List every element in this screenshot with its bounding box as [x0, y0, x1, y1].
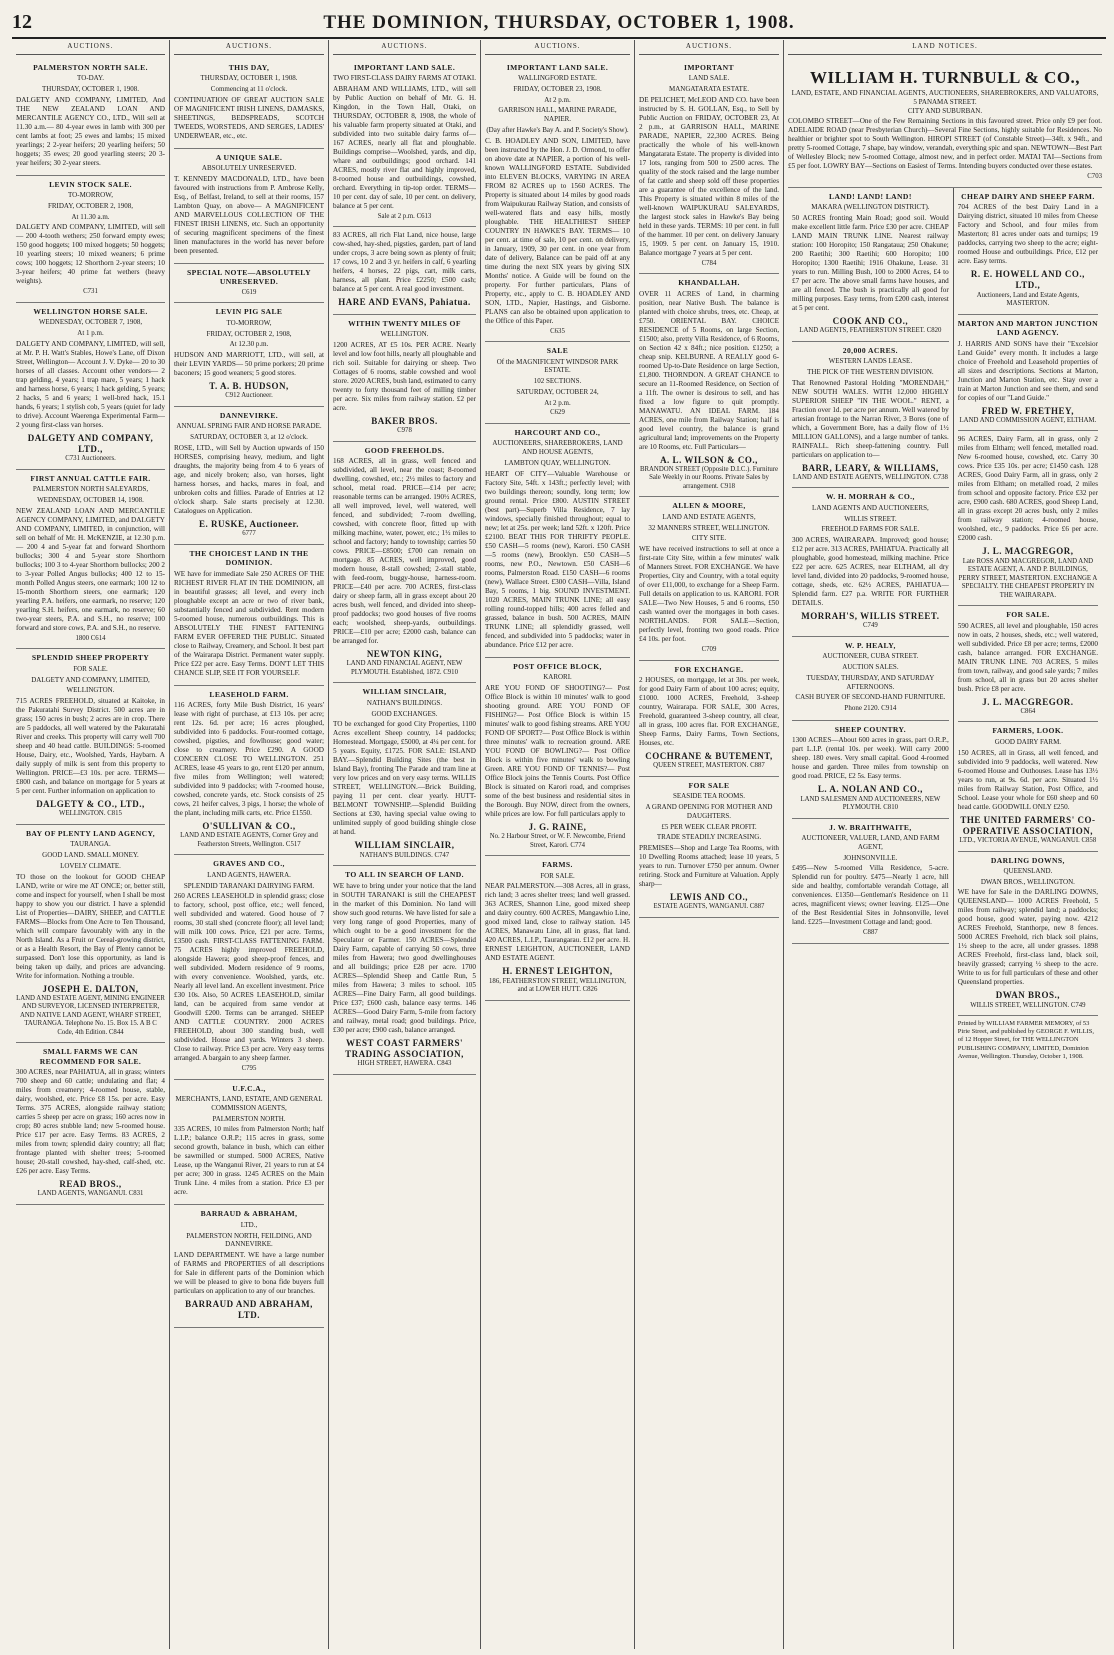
turnbull-body: COLOMBO STREET—One of the Few Remaining Sections in this favoured street. Price only £9 per foot. ADELAIDE ROAD (near Presbyterian Church)—Several Fine Sections, highly suitable for Residences. No healthier or brighter spot to South Wellington. HIROPI STREET (of Constable Street)—34ft. x 94ft., and pretty 5-roomed Cottage, 7 shape, bay window, verandah, everything spic and span. NEWTOWN—Best Part of Wellesley Block; new 5-roomed Cottage, almost new, and in perfect order. MATAI TAI—Sections from £5 per foot. LOWRY BAY—Sections on Easiest of Terms. Intending buyers conducted over these estates. [788, 117, 1102, 171]
ad-agent-name: E. RUSKE, Auctioneer. [199, 518, 299, 529]
ad-subline: ANNUAL SPRING FAIR AND HORSE PARADE. [176, 422, 322, 431]
ad-body: DALGETY AND COMPANY, LIMITED, will sell, at Mr. P. H. Watt's Stables, Howe's Lane, off Dixon Street, Wellington— Account J. V. Dyke— 20 to 30 horses of all classes. Account other vendors— 2 trap gelding, 4 years; 1 trap mare, 5 years; 1 hack and harness horse, 6 years; 1 hack gelding, 5 years; 2 hacks, 5 and 6 years; 1 well-bred hack, 15.1 hands, 6 years; 1 stylish cob, 5 years (quiet for lady to drive). Account Waerenga Experimental Farm— 2 young first-class van horses. [16, 339, 165, 429]
ad-body: 260 ACRES LEASEHOLD in splendid grass; close to factory, school, post office, etc.; well fenced, well subdivided and watered. Good house of 7 rooms, 30 stall shed (concrete floor); all level land; will milk 100 cows. Price, £21 per acre. Terms, £3500 cash. FIRST-CLASS FATTENING FARM. 75 ACRES highly improved FREEHOLD, alongside Hawera; good sheep-proof fences, and well subdivided. Modern residence of 9 rooms, with every convenience. Woolshed, yards, etc. Nearly all level land. An excellent investment. Price £30 10s. Also, 50 ACRES LEASEHOLD, similar land, can be acquired from same vendor at Goodwill £200. Terms can be arranged. SHEEP AND CATTLE COUNTRY. 2000 ACRES FREEHOLD, about 300 standing bush, well subdivided. House and yards. Winters 3 sheep. Close to railway. Price £3 per acre. Very easy terms arranged. A bargain to any sheep farmer. [174, 892, 324, 1063]
ad-body: 168 ACRES, all in grass, well fenced and subdivided, all level, near the coast; 8-roomed dwelling, cowshed, etc.; 2½ miles to factory and school, metal road. PRICE—£14 per acre; reasonable terms can be arranged. 190½ ACRES, all well improved, level, well watered, well fenced, and subdivided; 7-room dwelling, cowshed, with concrete floor, fitted up with milking machine, water, power, etc.; 1½ miles to school and factory; handy to township; carries 50 cows. PRICE—£8500; £700 can remain on mortgage. 85 ACRES, well improved, good modern house, 8-stall cowshed; 2-stall stable, with feed-room, buggy-house, harness-room. PRICE—£40 per acre. 700 ACRES, first-class dairy or sheep farm, all in grass except about 20 acres bush, well fenced, and divided into sheep-proof paddocks; two good houses of five rooms each; woolshed, sheep-yards, outbuildings. PRICE—£10 per acre; £2000 cash, balance can be arranged for. [333, 457, 476, 646]
ad-subline: AUCTIONEERS, SHAREBROKERS, LAND AND HOUSE AGENTS, [492, 439, 623, 457]
page-number: 12 [12, 11, 32, 33]
ad-body: WE have received instructions to sell at once a first-rate City Site, within a few minutes' walk of Manners Street. FOR EXCHANGE. We have Properties, City and Country, with a total equity of over £11,000, to exchange for a Sheep Farm. Full details on application to us. KARORI. FOR SALE—Two New Houses, 5 and 6 rooms, £50 cash wanted over the mortgages in both cases. NORTHLANDS. FOR SALE—Section, perfectly level, fronting two good roads. Price £4 10s. per foot. [639, 545, 779, 644]
ad-agent-details: C731 Auctioneers. [65, 455, 116, 463]
ad-block [333, 442, 476, 684]
ad-block [485, 424, 630, 658]
ad-block [333, 866, 476, 1074]
ad-list [639, 59, 779, 918]
ad-subline: FRIDAY, OCTOBER 2, 1908, [206, 329, 292, 338]
ad-title: PALMERSTON NORTH SALE. [33, 62, 148, 72]
ad-subline: 102 SECTIONS. [533, 377, 582, 386]
land-subcolumns [788, 188, 1102, 1649]
ad-agent-name: READ BROS., [59, 1179, 122, 1190]
ad-subline: WEDNESDAY, OCTOBER 14, 1908. [37, 496, 144, 505]
ad-agent-details: C978 [397, 427, 412, 435]
ad-block [333, 315, 476, 442]
ad-block [792, 342, 949, 489]
column-6 [788, 188, 954, 1649]
ad-block [174, 686, 324, 856]
ad-agent-name: R. E. HOWELL AND CO., LTD., [970, 269, 1085, 291]
ad-subline: SEASIDE TEA ROOMS. [672, 792, 746, 801]
ad-title: WITHIN TWENTY MILES OF [348, 318, 461, 328]
column-1 [12, 40, 170, 1649]
ad-title: 20,000 ACRES. [842, 345, 898, 355]
ad-title: THE CHOICEST LAND IN THE DOMINION. [189, 548, 309, 568]
ad-agent-details: C864 [1020, 707, 1036, 715]
ad-subline: DWAN BROS., WELLINGTON. [980, 877, 1075, 886]
ad-agent-name: FRED W. FRETHEY, [981, 405, 1074, 416]
ad-title: FIRST ANNUAL CATTLE FAIR. [30, 473, 151, 483]
column-3 [329, 40, 481, 1649]
ad-title: HARCOURT AND CO., [514, 427, 601, 437]
ad-agent-name: BARRAUD AND ABRAHAM, LTD. [185, 1299, 313, 1321]
ad-subline: Phone 2120. C914 [844, 704, 897, 713]
ad-block [958, 315, 1098, 432]
ad-block [333, 683, 476, 866]
ad-title: U.F.C.A., [232, 1083, 266, 1093]
ad-body: 116 ACRES, forty Mile Bush District, 16 years' lease with right of purchase, at £13 10s. per acre; rent 12s. 6d. per acre; 16 acres ploughed, subdivided into 6 paddocks. Four-roomed cottage, cowshed, pigsties, and fowlhouse; good water; close to creamery. Price £290. A GOOD CONCERN CLOSE TO WELLINGTON. 251 ACRES, lease 45 years to go, rent £120 per annum, five miles from Wellington; well watered; subdivided into 9 paddocks; with 7-roomed house, cowshed, concrete yards, etc. Stock consists of 25 cows, 21 heifer calves, 3 pigs, 1 horse; the whole of the plant, including milk carts, etc. Price £1550. [174, 701, 324, 818]
ad-subline: MAKARA (WELLINGTON DISTRICT). [811, 203, 930, 212]
ad-block [792, 188, 949, 342]
ad-subline: LAND AND ESTATE AGENTS, [662, 512, 756, 521]
ad-subline: (Day after Hawke's Bay A. and P. Society's Show). [486, 125, 629, 134]
ad-block [174, 1080, 324, 1206]
ad-body: HEART OF CITY—Valuable Warehouse or Factory Site, 54ft. x 143ft.; perfectly level; with two buildings thereon; soundly, long term; low ground rental. Price £800. AUSTIN STREET (best part)—Superb Villa Residence, 7 lay windows, specially finished throughout; equal to new; let at 25s. per week; land 52ft. x 120ft. Price £2100. BEAT THIS FOR THRIFTY PEOPLE. £50 CASH—5 rooms (new), Karori. £50 CASH—5 rooms (new), Brooklyn. £50 CASH—5 rooms, new P.O., Newtown. £50 CASH—6 rooms, Palmerston Road. £150 CASH—6 rooms (new), Wallace Street. £300 CASH—Villa, Island Bay, 5 rooms, 1 big. SOUND INVESTMENT. 1020 ACRES, MAIN TRUNK LINE; all easy rolling round-topped hills; 400 acres felled and grassed, balance in bush. 500 ACRES, MAIN TRUNK LINE; all splendidly grassed, well fenced, and subdivided into 5 paddocks; water in abundance. Price £12 per acre. [485, 469, 630, 649]
turnbull-ad [788, 59, 1102, 188]
ad-list [792, 188, 949, 944]
ad-subline: MERCHANTS, LAND, ESTATE, AND GENERAL COMMISSION AGENTS, [175, 1095, 323, 1112]
ad-subline: Of the MAGNIFICENT WINDSOR PARK ESTATE. [496, 357, 619, 375]
ad-subline: SATURDAY, OCTOBER 24, [516, 387, 599, 396]
ad-list [958, 188, 1098, 1016]
ad-agent-details: Auctioneers, Land and Estate Agents, MASTERTON. [976, 291, 1080, 308]
ad-title: FOR SALE. [1006, 610, 1050, 620]
ad-agent-name: A. L. WILSON & CO., [660, 454, 758, 465]
ad-agent-details: C731 [83, 288, 98, 296]
ad-subline: £5 PER WEEK CLEAR PROFIT. [661, 822, 757, 831]
ad-body: WE have for Sale in the DARLING DOWNS, QUEENSLAND— 1000 ACRES Freehold, 5 miles from railway; splendid land; a paddocks; good house, good water, paying now. 4212 ACRES Freehold, Stanthorpe, new 8 fences. 5000 ACRES Freehold, rich black soil plains, 1½ sheep to the acre, all under grasses. 1898 ACRES Freehold, first-class land, black soil, heavily grassed; carrying ½ sheep to the acre. Write to us for full particulars of these and other Queensland properties. [957, 888, 1098, 987]
ad-subline: TO-MORROW, [68, 191, 113, 200]
ad-body: CONTINUATION OF GREAT AUCTION SALE OF MAGNIFICENT IRISH LINENS, DAMASKS, SHEETINGS, BEDSPREADS, SCOTCH TWEEDS, WORSTEDS, AND SERGES, LADIES' UNDERWEAR, etc., etc. [174, 95, 324, 140]
ad-subline: LTD., [240, 1220, 258, 1229]
ad-body: DE PELICHET, McLEOD AND CO. have been instructed by S. H. GOLLAN, Esq., to Sell by Public Auction on FRIDAY, OCTOBER 23, At 2 p.m., at GARRISON HALL, MARINE PARADE, NAPIER, 22,300 ACRES. Being practically the whole of his well-known Mangatarata Estate. The property is divided into 17 lots, ranging from 500 to 2500 acres. The quality of the stock raised and the large number of fat cattle and sheep sold off these properties are a guarantee of the excellence of the land. This Property is situated within 8 miles of the well-known WAIPUKURAU SALEYARDS, the largest stock sales in Hawke's Bay being held in these yards. TERMS: 10 per cent. in full of the hammer. 10 per cent. on delivery January 15, 1909. 5 per cent. on January 15, 1910. Balance mortgage 7 years at 5 per cent. [639, 95, 779, 257]
ad-body: DALGETY AND COMPANY, LIMITED, will sell— 200 4-tooth wethers; 250 forward empty ewes; 150 good hoggets; 100 mixed hoggets; 50 hoggets; 10 yearling steers; 10 mixed weaners; 6 prime cows; 100 hoggets; 12 Shorthorn 2-year steers; 10 3-year heifers; 40 prime fat wethers (heavy weights). [16, 223, 165, 286]
ad-agent-name: HARE AND EVANS, Pahiatua. [338, 297, 471, 308]
ad-agent-details: LAND AND FINANCIAL AGENT, NEW PLYMOUTH. Established, 1872. C910 [346, 660, 463, 676]
ad-block [958, 431, 1098, 606]
ad-subline: THE PICK OF THE WESTERN DIVISION. [807, 367, 934, 376]
ad-subline: GARRISON HALL, MARINE PARADE, NAPIER. [498, 106, 617, 124]
ad-title: KHANDALLAH. [678, 278, 740, 288]
ad-body: 704 ACRES of the best Dairy Land in a Dairying district, situated 10 miles from Cheese Factory and School, and four miles from Masterton; 81 acres under oats and turnips; 19 paddocks, carrying two sheep to the acre; eight-roomed House and outbuildings. Price, £12 per acre. Easy terms. [957, 203, 1098, 266]
ad-agent-name: O'SULLIVAN & CO., [202, 821, 296, 832]
ad-title: POST OFFICE BLOCK, [513, 661, 602, 671]
ad-block [958, 606, 1098, 722]
ad-block [333, 227, 476, 314]
ad-body: TO those on the lookout for GOOD CHEAP LAND, write or wire me AT ONCE; or, better still, come and inspect for yourself, when I shall be most happy to show you our district. I have a splendid List of Properties—DAIRY, SHEEP, and CATTLE FARMS—Blocks from One Acre to Ten Thousand, which will compare favourably with any in the North Island. As a Fruit or Cereal-growing district, or as a Health Resort, the Bay of Plenty cannot be surpassed. Don't lose this opportunity, as land is being taken up daily, and prices are advancing. Write for information. Nothing a trouble. [16, 872, 165, 980]
ad-body: 1200 ACRES, AT £5 10s. PER ACRE. Nearly level and low foot hills, nearly all ploughable and rich soil. Suitable for dairying or sheep. Two Cottages of 6 rooms, stable cowshed and wool store. 2020 ACRES, bush land, estimated to carry twenty to forty thousand feet of milling timber per acre. Six miles from railway station. £2 per acre. [333, 340, 476, 412]
ad-subline: WEDNESDAY, OCTOBER 7, 1908, [38, 318, 143, 327]
ad-agent-name: L. A. NOLAN AND CO., [817, 784, 923, 795]
ad-agent-name: T. A. B. HUDSON, [209, 381, 289, 392]
ad-agent-details: LAND AND COMMISSION AGENT, ELTHAM. [959, 416, 1097, 424]
ad-block [639, 59, 779, 274]
ad-body: WE have for immediate Sale 250 ACRES OF THE RICHEST RIVER FLAT IN THE DOMINION, all in beautiful grasses; all level, and every inch ploughable except an acre or two of river bank, substantially fenced and subdivided. Rent modern 5-roomed house, numerous outbuildings. This is ABSOLUTELY THE FINEST FATTENING FARM EVER OFFERED THE PUBLIC. Situated close to Railway, Creamery, and School. It best part of the Wairarapa District. Permanent water supply. Price £22 per acre. Easy Terms. DON'T LET THIS CHANCE SLIP, SEE IT FOR YOURSELF. [174, 569, 324, 677]
ad-agent-details: LAND AND ESTATE AGENTS, Corner Grey and Featherston Streets, Wellington. C517 [180, 832, 318, 848]
ad-list [485, 59, 630, 1001]
ad-block [174, 59, 324, 149]
ad-list [16, 59, 165, 1205]
ad-agent-name: COCHRANE & BUTEMENT, [645, 751, 773, 762]
turnbull-code: C703 [1087, 173, 1102, 181]
ad-agent-name: DALGETY AND COMPANY, LTD., [27, 432, 154, 455]
ad-subline: LAND AGENTS, HAWERA. [207, 870, 291, 879]
ad-agent-details: LTD., VICTORIA AVENUE, WANGANUI. C858 [959, 837, 1097, 845]
ad-title: FARMS. [542, 860, 573, 870]
ad-title: BARRAUD & ABRAHAM, [200, 1209, 298, 1219]
ad-subline: TO-DAY. [77, 74, 104, 83]
ad-body: J. HARRIS AND SONS have their "Excelsior Land Guide" every month. It includes a large choice of Freehold and Leasehold properties of all sizes and descriptions. Sections at Marton, Junction and Marton Station, etc. Stay over a train at Marton Junction and see them, and send for copies of our "Land Guide." [957, 339, 1098, 402]
ad-title: LEVIN PIG SALE [215, 307, 283, 317]
ad-agent-details: Sale at 2 p.m. C613 [377, 212, 432, 220]
ad-subline: THURSDAY, OCTOBER 1, 1908. [200, 74, 298, 83]
imprint: Printed by WILLIAM FARMER MEMORY, of 53 Pirie Street, and published by GEORGE F. WILLIS, of 12 Hopper Street, for THE WELLINGTON PUBLISHING COMPANY, LIMITED, Dominion Avenue, Wellington. Thursday, October 1, 1908. [957, 1020, 1094, 1060]
ad-agent-details: BRANDON STREET (Opposite D.I.C.). Furniture Sale Weekly in our Rooms. Private Sales by arrangement. C918 [639, 465, 779, 490]
ad-subline: QUEENSLAND. [1003, 866, 1053, 875]
ad-block [958, 722, 1098, 851]
ad-body: LAND DEPARTMENT. WE have a large number of FARMS and PROPERTIES of all descriptions for Sale in different parts of the Dominion which we will be pleased to give to bona fide buyers full particulars on application to any of our branches. [174, 1251, 324, 1296]
ad-subline: WESTERN LANDS LEASE. [828, 357, 913, 366]
ad-agent-name: COOK AND CO., [832, 315, 909, 326]
ad-subline: FRIDAY, OCTOBER 23, 1908. [513, 84, 602, 93]
column-7 [954, 188, 1102, 1649]
column-4 [481, 40, 635, 1649]
ad-subline: MANGATARATA ESTATE. [669, 84, 749, 93]
turnbull-name: WILLIAM H. TURNBULL & CO., [809, 67, 1081, 87]
ad-body: TO be exchanged for good City Properties, 1100 Acres excellent Sheep country, 14 paddocks; Homestead. Mortgage, £5000, at 4¼ per cent. for 5 years. Equity, £1725. FOR SALE: ISLAND BAY.—Splendid Building Sites (the best in Island Bay), fronting The Parade and tram line at very low prices and on very easy terms. WILLIS STREET, WELLINGTON.—Brick Building, paying 11 per cent. clear yearly. HUTT-BELMONT TOWNSHIP.—Splendid Building Sections at £30, having special value owing to unlimited supply of good building shingle close at hand. [333, 720, 476, 837]
ad-block [16, 59, 165, 176]
ad-subline: At 2 p.m. [544, 95, 571, 104]
ad-title: A UNIQUE SALE. [215, 152, 283, 162]
ad-subline: AUCTIONEER, CUBA STREET. [822, 652, 919, 661]
newspaper-title: THE DOMINION, THURSDAY, OCTOBER 1, 1908. [323, 12, 795, 33]
ad-subline: TO-MORROW, [226, 318, 272, 327]
ad-title: IMPORTANT [683, 62, 735, 72]
ad-block [958, 188, 1098, 315]
ad-block [792, 819, 949, 944]
ad-agent-details: 6777 [242, 530, 256, 538]
ad-subline: FOR SALE. [73, 664, 108, 673]
ad-block [792, 488, 949, 636]
ad-agent-name: BAKER BROS. [371, 415, 438, 426]
ad-body: ABRAHAM AND WILLIAMS, LTD., will sell by Public Auction on behalf of Mr. G. H. Kingdon, in the Town Hall, Otaki, on THURSDAY, OCTOBER 8, 1908, the whole of his valuable farm property situated at Otaki, and subdivided into two suitable dairy farms of— 167 ACRES, nearly all flat and ploughable. Buildings comprise—Woolshed, yards, and dip, whare and outbuildings; good orchard. 141 ACRES, mostly river flat and highly improved, 8-roomed house and outbuildings, cowshed, orchard. Everything in tip-top order. TERMS—10 per cent. day of sale, 10 per cent. on delivery, balance at 5 per cent. [333, 84, 476, 210]
ad-subline: TUESDAY, THURSDAY, AND SATURDAY AFTERNOONS. [806, 673, 935, 691]
ad-title: IMPORTANT LAND SALE. [353, 62, 456, 72]
ad-body: 50 ACRES fronting Main Road; good soil. Would make excellent little farm. Price £30 per acre. CHEAP LAND MAIN TRUNK LINE. Nearest railway station: 100 Horopito; 150 Rangataua; 250 Ohakune; 200 Raetihi; 300 Raetihi; 600 Horopito; 100 Horopito; 1300 Raetihi; 1916 Ohakune, Lease. 31 years to run. Milling Bush, 100 to 2000 Acres, £4 to £7 per acre. The above small farms have houses, and are all fenced. The bush is practically all good for milling purposes. Easy terms, from £200 cash, interest at 5 per cent. [792, 213, 949, 312]
ad-subline: 32 MANNERS STREET, WELLINGTON. [648, 523, 770, 532]
ad-title: DARLING DOWNS, [990, 855, 1065, 865]
ad-subline: AUCTIONEER, VALUER, LAND, AND FARM AGENT, [801, 834, 940, 851]
ad-subline: LAND AGENTS AND AUCTIONEERS, [812, 503, 929, 512]
ad-subline: PALMERSTON NORTH. [212, 1114, 286, 1123]
ad-agent-details: LAND AGENTS, WANGANUI. C831 [37, 1190, 144, 1198]
ad-agent-details: LAND AND ESTATE AGENT, MINING ENGINEER AND SURVEYOR, LICENSED INTERPRETER, AND NATIVE LAND AGENT, WHARF STREET, TAURANGA. Telephone No. 15. Box 15. A B C Code, 4th Edition. C844 [16, 994, 165, 1036]
ad-agent-details: C784 [701, 259, 717, 267]
ad-block [16, 470, 165, 649]
ad-block [16, 176, 165, 303]
ad-subline: PALMERSTON NORTH SALEYARDS, [32, 485, 149, 494]
ad-title: GOOD FREEHOLDS. [364, 445, 445, 455]
ad-subline: WILLIS STREET. [844, 514, 897, 523]
ad-title: SALE [546, 346, 569, 356]
turnbull-address: 5 PANAMA STREET. [913, 97, 977, 106]
ad-subline: WALLINGFORD ESTATE. [518, 74, 597, 83]
ad-block [792, 721, 949, 819]
ad-block [16, 1043, 165, 1205]
ad-agent-name: J. G. RAINE, [528, 821, 587, 832]
ad-agent-name: J. L. MACGREGOR. [982, 696, 1074, 707]
ad-subline: KARORI. [543, 673, 572, 682]
masthead [12, 0, 1106, 39]
ad-agent-details: Late ROSS AND MACGREGOR, LAND AND ESTATE AGENT, A. AND P. BUILDINGS, PERRY STREET, MASTERTON. EXCHANGE A SPECIALTY. THE CHEAPEST PROPERTY IN THE WAIRARAPA. [958, 557, 1098, 599]
ad-subline: FRIDAY, OCTOBER 2, 1908, [47, 201, 134, 210]
ad-title: DANNEVIRKE. [219, 410, 279, 420]
ad-agent-details: C887 [863, 929, 878, 937]
ad-title: ALLEN & MOORE, [672, 501, 746, 511]
ad-body: 335 ACRES, 10 miles from Palmerston North; half L.I.P.; balance O.R.P.; 115 acres in grass, some second growth, balance in bush, which can either be sawmilled or stumped. 5000 ACRES, Native Lease, up the Wanganui River, 21 years to run at £4 per acre; 300 in grass. 1245 ACRES on the Main Trunk Line. 4 miles from a station. Price £3 per acre. [174, 1125, 324, 1197]
ad-agent-details: C709 [701, 646, 717, 654]
ad-title: THIS DAY, [228, 62, 270, 72]
ad-agent-name: THE UNITED FARMERS' CO-OPERATIVE ASSOCIATION, [960, 814, 1096, 836]
ad-title: IMPORTANT LAND SALE. [506, 62, 609, 72]
ad-body: 715 ACRES FREEHOLD, situated at Kaitoke, in the Pakuratahi Survey District. 500 acres are in grass; 150 acres in bush; 2 acres are in crop. There are 5 paddocks, all well watered by the Pakuratahi River and creeks. This property will carry well 700 sheep and 40 head cattle. BUILDINGS: 5-roomed House, Dairy, etc., Woolshed, Yards, Haybarn. A daily supply of milk is sent from this property to Wellington. PRICE—£3 10s. per acre. TERMS—£800 cash, and balance on mortgage for 5 years at 5 per cent. Further information on application to [16, 697, 165, 796]
ad-subline: A GRAND OPENING FOR MOTHER AND DAUGHTERS. [645, 803, 773, 820]
ad-body: ARE YOU FOND OF SHOOTING?— Post Office Block is within 10 minutes' walk to good shooting ground. ARE YOU FOND OF FISHING?— Post Office Block is within 15 minutes' walk to good fishing streams. ARE YOU FOND OF SPORT?— Post Office Block is within three minutes' walk to recreation ground. ARE YOU FOND OF BOWLING?— Post Office Block is within five minutes' walk to bowling Green. ARE YOU FOND OF TENNIS?— Post Office Block joins the Tennis Courts. Post Office Block is situated on Karori road, and comprises some of the best business and residential sites in the Borough. Buy NOW, direct from the owners, while prices are low. For full particulars apply to [485, 683, 630, 818]
ad-title: LAND! LAND! LAND! [829, 191, 912, 201]
ad-block [16, 303, 165, 470]
ad-subline: TRADE STEADILY INCREASING. [656, 833, 762, 842]
ad-title: GRAVES AND CO., [213, 859, 285, 869]
ad-agent-name: LEWIS AND CO., [669, 892, 748, 903]
ad-block [174, 303, 324, 406]
ad-block [485, 856, 630, 1000]
ad-body: WE have to bring under your notice that the land in SOUTH TARANAKI is still the CHEAPEST in the market of this Dominion. No land will show such good returns. We have listed for sale a very long range of good Properties, many of which ought to be a good investment for the Speculator or Farmer. 150 ACRES—Splendid Dairy Farm, capable of carrying 50 cows, three miles from Hawera; two good dwellinghouses and all buildings; price £28 per acre. 1700 ACRES—Splendid Sheep and Cattle Run, 5 miles from Hawera; 3 miles to school. 105 ACRES—Fine Dairy Farm, all good buildings. Price £37; £600 cash, balance easy terms. 146 ACRES—Good Dairy Farm, 5-mile from factory and railway, metal road; good buildings. Price, £30 per acre; £900 cash, balance arranged. [333, 881, 476, 1034]
ad-subline: At 2 p.m. [544, 398, 571, 407]
ad-block [16, 649, 165, 824]
turnbull-sub: LAND, ESTATE, AND FINANCIAL AGENTS, AUCTIONEERS, SHAREBROKERS, AND VALUATORS, [791, 89, 1099, 97]
ad-title: FOR SALE [688, 780, 730, 790]
ad-block [333, 59, 476, 228]
ad-agent-name: BARR, LEARY, & WILLIAMS, [802, 462, 939, 473]
ad-subline: LAMBTON QUAY, WELLINGTON. [504, 458, 611, 467]
ad-title: LEASEHOLD FARM. [209, 689, 289, 699]
ad-block [485, 658, 630, 856]
ad-title: FOR EXCHANGE. [674, 664, 744, 674]
ad-subline: PALMERSTON NORTH, FEILDING, AND DANNEVIRKE. [186, 1231, 312, 1249]
ad-agent-details: ESTATE AGENTS, WANGANUI. C887 [653, 903, 765, 911]
column-header: AUCTIONS. [639, 40, 779, 55]
ad-title: W. H. MORRAH & CO., [826, 492, 915, 502]
ad-subline: SATURDAY, OCTOBER 3, at 12 o'clock. [190, 433, 308, 442]
ad-agent-name: J. L. MACGREGOR, [982, 546, 1074, 557]
ad-subline: WELLINGTON. [66, 686, 115, 695]
ad-title: FARMERS, LOOK. [992, 726, 1064, 736]
ad-title: SMALL FARMS WE CAN RECOMMEND FOR SALE. [39, 1047, 142, 1066]
ad-body: NEW ZEALAND LOAN AND MERCANTILE AGENCY COMPANY, LIMITED, and DALGETY AND COMPANY, LIMITED, in conjunction, will sell on behalf of Mr. H. McKENZIE, at 12.30 p.m.— 200 4 and 5-year fat and forward Shorthorn bullocks; 300 4 and 5-year store Shorthorn bullocks; 100 3 to 4-year Shorthorn bullocks; 200 2 to 3-year Polled Angus bullocks; 400 12 to 15-month Polled Angus steers, one earmark; 100 12 to 15-month Shorthorn steers, one earmark; 120 yearling P.A. heifers, one earmark, no reserve; 120 yearling S.H. heifers, one earmark, no reserve; 60 two-year steers, P.A. and S.H., no reserve; 100 forward and store cows, P.A. and S.H., no reserve. [16, 506, 165, 632]
ad-title: SPLENDID SHEEP PROPERTY [31, 653, 150, 663]
column-5 [635, 40, 784, 1649]
ad-body: C. B. HOADLEY AND SON, LIMITED, have been instructed by the Hon. J. D. Ormond, to offer on above date at NAPIER, a portion of his well-known WALLINGFORD ESTATE. Subdivided into ELEVEN BLOCKS, VARYING IN AREA FROM 82 ACRES up to 1560 ACRES. The Property is situated about 14 miles by good roads from Waipukurau Railway Station, and consists of well-watered flats and easy hills, mostly ploughable. THE HEALTHIEST SHEEP COUNTRY IN HAWKE'S BAY. TERMS— 10 per cent. at time of sale, 10 per cent. on delivery, in January, 1909, 30 per cent. in one year from date of delivery, Balance can be paid off at any time during the next SIX years by giving SIX Months' notice. A Guide will be found on the property. For further particulars, Plans of Property, etc., apply to C. B. HOADLEY AND SON, LTD., Napier, Hastings, and Gisborne. PLANS can also be obtained upon application to the Office of this Paper. [485, 136, 630, 325]
ad-block [174, 1205, 324, 1327]
ad-title: WELLINGTON HORSE SALE. [33, 306, 148, 316]
ad-agent-name: WILLIAM SINCLAIR, [354, 840, 455, 851]
ad-body: 2 HOUSES, on mortgage, let at 30s. per week, for good Dairy Farm of about 100 acres; equity, £1000. 1000 ACRES, Freehold, 3-sheep country, Wairarapa. FOR SALE, 300 Acres, Freehold, guaranteed 3-sheep country, all clear, all in grass, 100 acres flat. FOR EXCHANGE, Sheep Farms, Dairy Farms, Town Sections, Houses, etc. [639, 676, 779, 748]
ad-title: BAY OF PLENTY LAND AGENCY, [25, 828, 156, 838]
ad-body: 300 ACRES, near PAHIATUA, all in grass; winters 700 sheep and 60 cattle; undulating and flat; 4 miles from creamery; 4-roomed house, stable, dairy, woolshed, etc. Price £8 15s. per acre. Easy Terms. 375 ACRES, alongside railway station; carries 5 sheep per acre on grass; 160 acres now in crop; 80 acres stubble land; new 5-roomed house. Price £17 per acre. Easy Terms. 83 ACRES, 2 miles from town; splendid dairy country; all flat; frontage planted with shelter trees; 5-roomed house; 20-stall cowshed, hay-shed, calf-shed, etc. £26 per acre. Easy Terms. [16, 1068, 165, 1176]
ad-subline: Commencing at 11 o'clock. [210, 84, 288, 93]
columns [12, 40, 1106, 1649]
ad-subline: CASH BUYER OF SECOND-HAND FURNITURE. [795, 693, 946, 702]
ad-title: MARTON AND MARTON JUNCTION LAND AGENCY. [957, 318, 1098, 338]
ad-agent-details: C795 [241, 1065, 257, 1073]
ad-agent-details: WILLIS STREET, WELLINGTON. C749 [970, 1001, 1086, 1009]
ad-block [485, 59, 630, 342]
ad-title: W. P. HEALY, [845, 640, 896, 650]
column-header: AUCTIONS. [174, 40, 324, 55]
ad-agent-name: WEST COAST FARMERS' TRADING ASSOCIATION, [345, 1037, 464, 1059]
ad-subline: THURSDAY, OCTOBER 1, 1908. [41, 84, 140, 93]
ad-subline: JOHNSONVILLE. [843, 853, 898, 862]
ad-agent-details: 186, FEATHERSTON STREET, WELLINGTON, and at LOWER HUTT. C826 [489, 977, 626, 994]
ad-block [174, 545, 324, 686]
ad-title: J. W. BRAITHWAITE, [829, 822, 912, 832]
column-2 [170, 40, 329, 1649]
ad-subline: AUCTION SALES. [842, 663, 899, 672]
ad-body: PREMISES—Shop and Large Tea Rooms, with 10 Dwelling Rooms attached; lease 10 years, 5 years to run. Turnover £750 per annum. Owner retiring. Stock and Furniture at Valuation. Apply sharp— [639, 844, 779, 889]
ad-agent-name: MORRAH'S, WILLIS STREET. [801, 611, 940, 622]
ad-agent-name: NEWTON KING, [366, 649, 443, 660]
ad-title: SPECIAL NOTE—ABSOLUTELY UNRESERVED. [187, 267, 311, 287]
ad-block [174, 264, 324, 303]
ad-body: That Renowned Pastoral Holding "MORENDAH," NEW SOUTH WALES. WITH 12,000 HIGHLY SUPERIOR SHEEP "IN THE WOOL." RENT, a Fraction over 1d. per acre per annum. Well watered by artesian frontage to the Narran River, 3 Bores (one of which, a Government Bore, has a daily flow of 1½ MILLION GALLONS), and a large number of tanks. RAINFALL. Rich sheep-fattening country. Full particulars on application to— [792, 378, 949, 459]
ad-agent-details: QUEEN STREET, MASTERTON. C887 [653, 762, 765, 770]
ad-block [174, 855, 324, 1079]
ad-subline: GOOD EXCHANGES. [371, 709, 438, 718]
ad-agent-details: C912 Auctioneer. [225, 392, 273, 400]
ad-block [639, 661, 779, 777]
turnbull-heading: CITY AND SUBURBAN. [907, 106, 983, 115]
ad-agent-details: WELLINGTON. C815 [59, 810, 122, 818]
ad-body: 590 ACRES, all level and ploughable, 150 acres now in oats, 2 houses, sheds, etc.; well watered, well subdivided. Price £8 per acre; terms, £2000 cash, balance arranged. FOR EXCHANGE. MAIN TRUNK LINE. 703 ACRES, 5 miles from town, railway, and good sale yards; 7 miles from school, all in grass but 20 acres shelter bush. Price £8 per acre. [957, 621, 1098, 693]
column-header: LAND NOTICES. [788, 40, 1102, 55]
ad-list [333, 59, 476, 1075]
ad-subline: FREEHOLD FARMS FOR SALE. [821, 525, 920, 534]
ad-title: CHEAP DAIRY AND SHEEP FARM. [961, 191, 1095, 201]
ad-agent-details: C749 [863, 622, 878, 630]
ad-subline: At 11.30 a.m. [71, 212, 110, 221]
ad-agent-details: NATHAN'S BUILDINGS. C747 [359, 851, 450, 859]
ad-body: £495—New 5-roomed Villa Residence, 5-acre. Splendid run for poultry. £475—Nearly 1 acre, hill side and healthy, comfortable verandah Cottage, all conveniences. £1350—Gentleman's Residence on 11 acres, magnificent views; owner leaving. £125—One of the Best Residential Sites in Johnsonville, level land. £225—Investment Cottage and land; good. [792, 864, 949, 927]
ad-title: TO ALL IN SEARCH OF LAND. [345, 870, 464, 880]
ad-agent-details: C619 [241, 288, 257, 296]
column-header: AUCTIONS. [16, 40, 165, 55]
ad-body: 150 ACRES, all in Grass, all well fenced, and subdivided into 9 paddocks, well watered. New 6-roomed House and Outhouses. Lease has 13½ years to run, at 9s. 6d. per acre. Situated 1½ miles from Railway Station, Post Office, and School. Lease your whole for £60 sheep and 60 head cattle. GOODWILL ONLY £250. [957, 748, 1098, 811]
ad-subline: At 12.30 p.m. [229, 340, 269, 349]
ad-title: WILLIAM SINCLAIR, [362, 687, 447, 697]
ad-subline: FOR SALE. [540, 871, 575, 880]
ad-agent-details: C629 [550, 409, 565, 417]
ad-subline: At 1 p.m. [77, 329, 104, 338]
ad-subline: NATHAN'S BUILDINGS. [366, 698, 443, 707]
ad-block [639, 497, 779, 660]
ad-body: OVER 11 ACRES of Land, in charming position, near Native Bush. The balance is planted with choice shrubs, trees, etc. Cheap, at £750. ORIENTAL BAY. CHOICE RESIDENCE of 5 Rooms, on large Section, £1500; also, pretty Villa Residence, of 6 Rooms, on Section 42 x 84ft.; nice position. £1250; a cheap snip. KELBURNE. A REALLY good 6-roomed Up-to-Date Residence on large Section, £1,800. THORNDON. A GREAT CHANCE to secure an 11-Roomed Residence, on Section of a 11ft. The owner is desirous to sell, and has fixed a low figure to quit promptly. MANAWATU. AN IDEAL FARM. 184 ACRES, one mile from Railway Station; half is good level country, the balance is grand agricultural land; improvements on the Property are 10 Rooms, etc. Full Particulars— [639, 289, 779, 451]
ad-subline: CITY SITE. [691, 534, 727, 543]
ad-block [174, 407, 324, 545]
ad-agent-details: 1800 C614 [75, 634, 106, 642]
land-notices-section [784, 40, 1106, 1649]
ad-body: HUDSON AND MARRIOTT, LTD., will sell, at their LEVIN YARDS— 50 prime porkers; 20 prime baconers; 15 good weaners; 5 good stores. [174, 351, 324, 378]
ad-agent-details: HIGH STREET, HAWERA. C843 [357, 1060, 452, 1068]
ad-body: 96 ACRES, Dairy Farm, all in grass, only 2 miles from Eltham; well fenced, metalled road. New 6-roomed house, cowshed, etc. Carry 30 cows. Price £35 10s. per acre; £1450 cash. 128 ACRES, Good Dairy Farm, all in grass, only 2 miles from Eltham; on metalled road, 2 miles from school and opposite factory. Price £32 per acre, £900 cash. 680 ACRES, good Sheep Land, all in grass except 20 acres bush, only 2 miles from railway station; 4-roomed house, woolshed, etc., 9 paddocks. Price £6 per acre. £2000 cash. [957, 435, 1098, 543]
ad-agent-details: No. 2 Harbour Street, or W. F. Newcombe, Friend Street, Karori. C774 [489, 833, 626, 849]
ad-body: T. KENNEDY MACDONALD, LTD., have been favoured with instructions from P. Ambrose Kelly, Esq., of Belfast, Ireland, to sell at their rooms, 157 Lambton Quay, on above— A MAGNIFICENT AND MARVELLOUS COLLECTION OF THE FINEST IRISH LINENS, etc. Such an opportunity of securing magnificent specimens of the finest linen manufactures in the world has never before been presented. [174, 174, 324, 255]
ad-body: DALGETY AND COMPANY, LIMITED, And THE NEW ZEALAND LOAN AND MERCANTILE AGENCY CO., LTD., Will sell at 11.30 a.m.— 80 4-year ewes in lamb with 300 per cent lambs at foot; 25 ewes and lambs; 15 mixed yearlings; 2 2-year heifers; 20 yearling heifers; 50 hoggets; 35 ewes; 20 good yearling steers; 20 3-year heifers; 30 2-year steers. [16, 95, 165, 167]
ad-block [792, 637, 949, 721]
column-header: AUCTIONS. [333, 40, 476, 55]
ad-body: 83 ACRES, all rich Flat Land, nice house, large cow-shed, hay-shed, pigsties, garden, part of land under crops, 3 acre being sown as plenty of fruit; 17 cows, 10 2 and 3 yr. heifers in calf, 6 yearling heifers, 4 horses, 22 pigs, cart, milk carts, harness, all plant. Price £2250; £500 cash; balance at 5 per cent. A real good investment. [333, 231, 476, 294]
ad-subline: SPLENDID TARANAKI DAIRYING FARM. [183, 881, 315, 890]
ad-block [485, 342, 630, 424]
ad-block [174, 149, 324, 264]
ad-block [639, 777, 779, 918]
ad-subline: LAND SALE. [688, 74, 730, 83]
ad-agent-name: DWAN BROS., [995, 990, 1061, 1001]
ad-subline: LOVELY CLIMATE. [60, 861, 121, 870]
ad-title: LEVIN STOCK SALE. [49, 179, 132, 189]
ad-agent-details: LAND AGENTS, FEATHERSTON STREET. C820 [799, 327, 942, 335]
ad-agent-details: LAND SALESMEN AND AUCTIONEERS, NEW PLYMOUTH. C810 [800, 795, 941, 812]
ad-body: ROSE, LTD., will Sell by Auction upwards of 150 HORSES, comprising heavy, medium, and light draughts, the majority being from 4 to 6 years of age, and nicely broken; also, van horses, light harness horses, and hacks, mares in foal, and unbroken colts and fillies. Parade of Entries at 12 o'clock sharp. Sale starts precisely at 12.30. Catalogues on Application. [174, 443, 324, 515]
ad-list [174, 59, 324, 1328]
ad-body: NEAR PALMERSTON.—308 Acres, all in grass, rich land; 3 acres shelter trees; land well grassed. 363 ACRES, Shannon Line, good mixed sheep and dairy country. 600 ACRES, Mangawhio Line, good mixed land, close to railway station. 145 ACRES, Manawatu Line, all in grass, flat land. 420 ACRES, L.I.P., Taurangarau. £12 per acre. H. ERNEST LEIGHTON, AUCTIONEER, LAND AND ESTATE AGENT. [485, 882, 630, 963]
ad-agent-details: C635 [550, 327, 565, 335]
ad-subline: GOOD LAND. SMALL MONEY. [42, 851, 139, 860]
ad-subline: DALGETY AND COMPANY, LIMITED, [31, 675, 150, 684]
ad-block [16, 825, 165, 1043]
ad-agent-name: DALGETY & CO., LTD., [36, 799, 145, 810]
ad-block [639, 274, 779, 497]
ad-agent-details: LAND AND ESTATE AGENTS, WELLINGTON. C738 [792, 473, 948, 481]
column-header: AUCTIONS. [485, 40, 630, 55]
ad-agent-name: JOSEPH E. DALTON, [42, 983, 139, 994]
ad-agent-name: H. ERNEST LEIGHTON, [502, 966, 613, 977]
ad-title: SHEEP COUNTRY. [834, 724, 907, 734]
ad-subline: TAURANGA. [70, 840, 111, 849]
ad-body: 300 ACRES, WAIRARAPA. Improved; good house; £12 per acre. 313 ACRES, PAHIATUA. Practically all ploughable, good homestead, milking machine. Price £22 per acre. 625 ACRES, near ELTHAM, all dry level land, divided into 20 paddocks, 9-roomed house, cottage, sheds, etc. 62½ ACRES, PAHIATUA—Splendid farm. £27 p.a. WRITE FOR FURTHER DETAILS. [792, 536, 949, 608]
ad-subline: ABSOLUTELY UNRESERVED. [201, 164, 297, 173]
ad-block [958, 852, 1098, 1017]
ad-subline: TWO FIRST-CLASS DAIRY FARMS AT OTAKI. [333, 74, 476, 83]
ad-subline: GOOD DAIRY FARM. [994, 737, 1062, 746]
ad-body: 1300 ACRES—About 600 acres in grass, part O.R.P., part L.I.P. (rental 10s. per week). Will carry 2000 sheep. 180 ewes. Very small capital. Good 4-roomed house and garden. Three miles from township on good road. PRICE, £2 5s. Easy terms. [792, 736, 949, 781]
ad-subline: WELLINGTON. [380, 330, 429, 339]
